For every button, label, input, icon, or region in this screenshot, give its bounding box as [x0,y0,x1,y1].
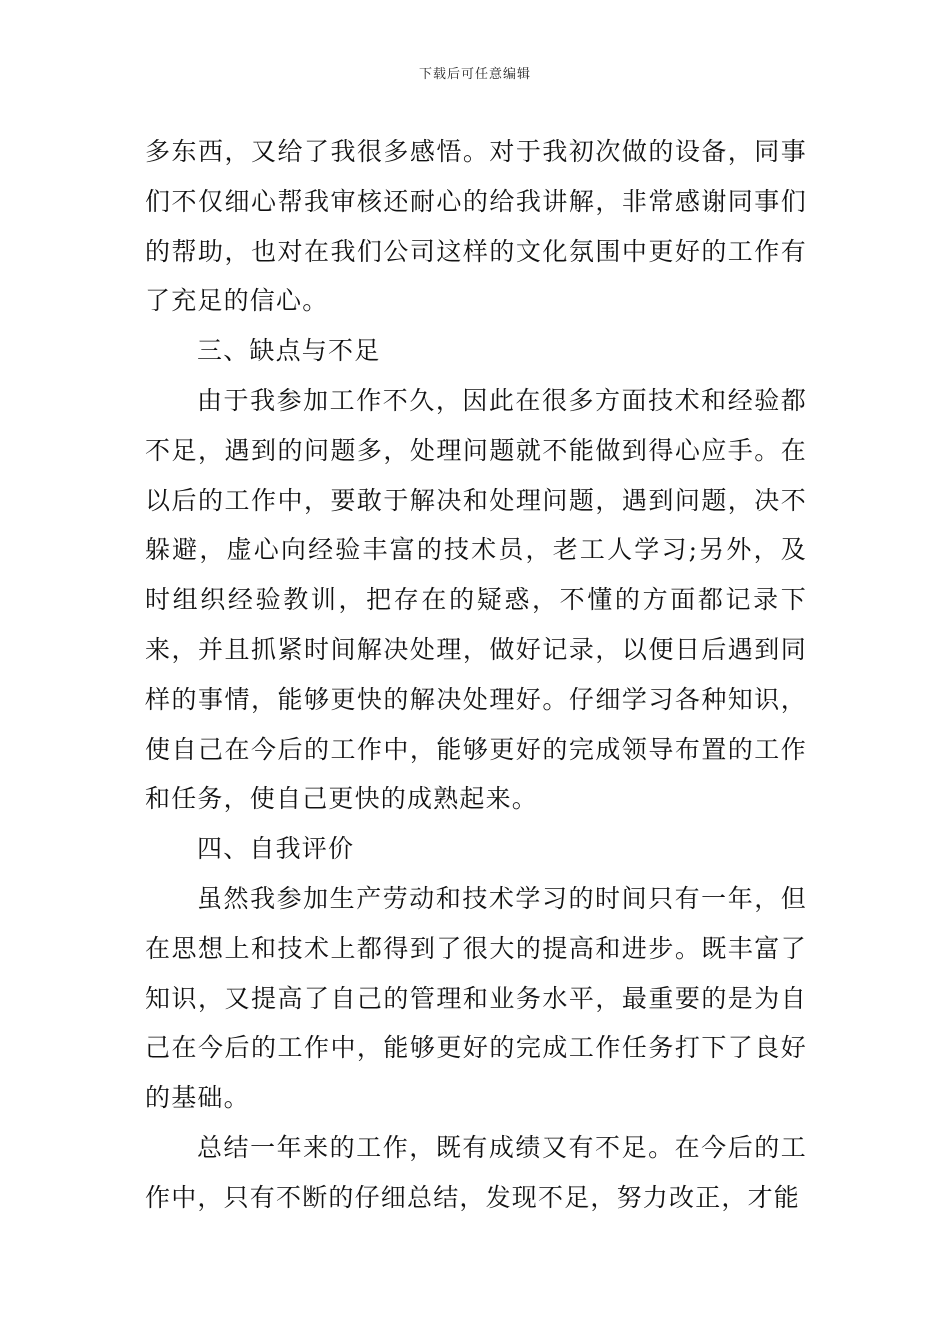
paragraph-continuation: 多东西，又给了我很多感悟。对于我初次做的设备，同事们不仅细心帮我审核还耐心的给我讲解，非常感谢同事们的帮助，也对在我们公司这样的文化氛围中更好的工作有了充足的信心。 [145,137,807,316]
document-body [145,127,807,1223]
paragraph-shortcomings: 由于我参加工作不久，因此在很多方面技术和经验都不足，遇到的问题多，处理问题就不能做到得心应手。在以后的工作中，要敢于解决和处理问题，遇到问题，决不躲避，虚心向经验丰富的技术员，老工人学习;另外，及时组织经验教训，把存在的疑惑，不懂的方面都记录下来，并且抓紧时间解决处理，做好记录，以便日后遇到同样的事情，能够更快的解决处理好。仔细学习各种知识，使自己在今后的工作中，能够更好的完成领导布置的工作和任务，使自己更快的成熟起来。 [145,385,807,814]
paragraph-self-evaluation: 虽然我参加生产劳动和技术学习的时间只有一年，但在思想上和技术上都得到了很大的提高和进步。既丰富了知识，又提高了自己的管理和业务水平，最重要的是为自己在今后的工作中，能够更好的完成工作任务打下了良好的基础。 [145,883,807,1113]
section-heading-self-evaluation: 四、自我评价 [197,834,355,864]
paragraph-summary: 总结一年来的工作，既有成绩又有不足。在今后的工作中，只有不断的仔细总结，发现不足，努力改正，才能 [145,1132,807,1212]
page-header: 下载后可任意编辑 [418,67,531,82]
section-heading-shortcomings: 三、缺点与不足 [197,336,381,366]
